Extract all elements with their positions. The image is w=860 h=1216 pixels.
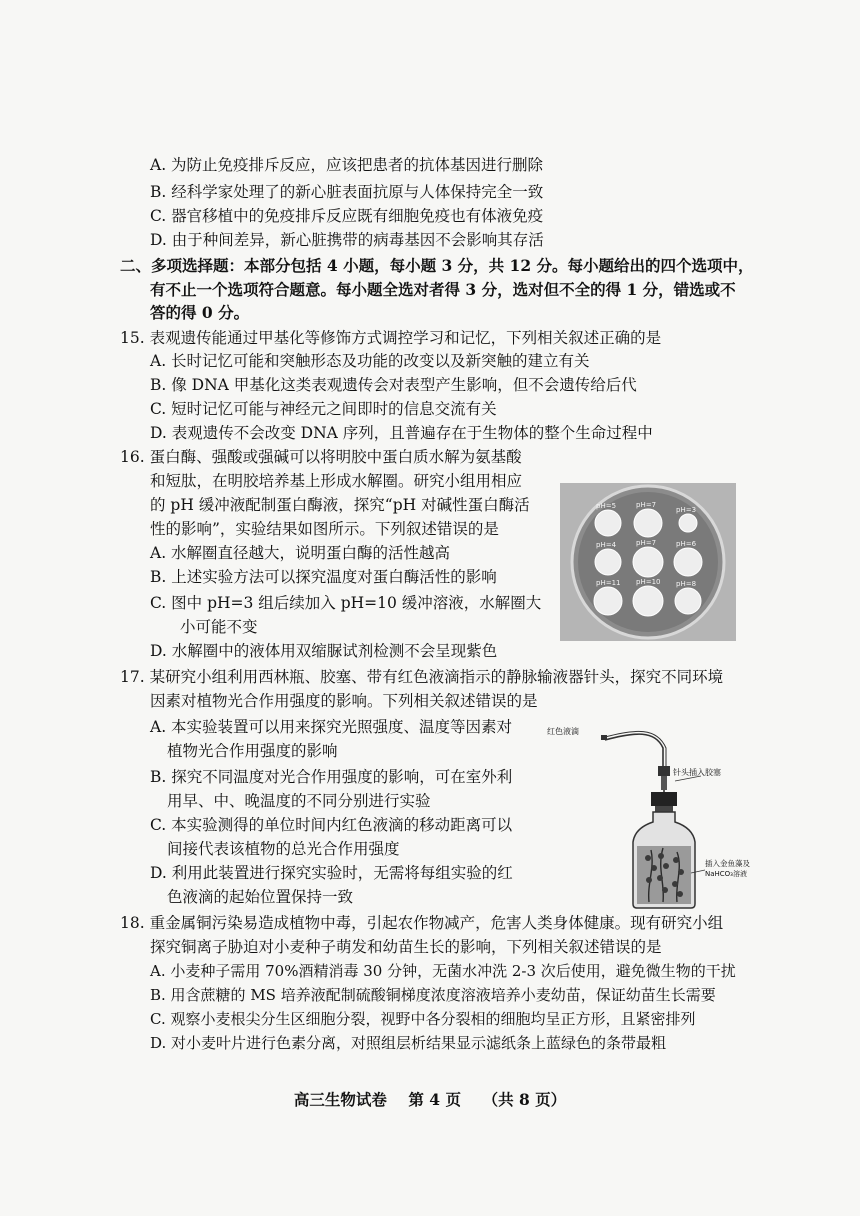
q17-option-c-cont: 间接代表该植物的总光合作用强度 [167,840,400,858]
q17-stem-line1: 17. 某研究小组利用西林瓶、胶塞、带有红色液滴指示的静脉输液器针头，探究不同环境 [120,668,724,686]
q17-stem-line2: 因素对植物光合作用强度的影响。下列相关叙述错误的是 [150,692,538,710]
q18-option-b: B. 用含蔗糖的 MS 培养液配制硫酸铜梯度浓度溶液培养小麦幼苗，保证幼苗生长需要 [150,986,716,1004]
q16-option-c-cont: 小可能不变 [180,618,258,636]
well-ph-label: pH=10 [636,578,661,586]
well-ph-label: pH=7 [636,501,657,509]
hydrolysis-circle [674,548,702,576]
q17-option-d: D. 利用此装置进行探究实验时，无需将每组实验的红 [150,864,513,882]
q14-option-d: D. 由于种间差异，新心脏携带的病毒基因不会影响其存活 [150,231,544,249]
hydrolysis-circle [634,509,662,537]
label-plant-2: NaHCO₃溶液 [705,870,747,878]
q16-option-c: C. 图中 pH=3 组后续加入 pH=10 缓冲溶液，水解圈大 [150,594,542,612]
q17-option-a: A. 本实验装置可以用来探究光照强度、温度等因素对 [150,718,513,736]
q17-option-b-cont: 用早、中、晚温度的不同分别进行实验 [167,792,431,810]
q16-option-d: D. 水解圈中的液体用双缩脲试剂检测不会呈现紫色 [150,642,498,660]
q16-stem-line3: 的 pH 缓冲液配制蛋白酶液，探究“pH 对碱性蛋白酶活 [150,496,530,514]
q16-stem-line4: 性的影响”，实验结果如图所示。下列叙述错误的是 [150,520,499,538]
hydrolysis-circle [595,549,621,575]
q18-stem-line1: 18. 重金属铜污染易造成植物中毒，引起农作物减产，危害人类身体健康。现有研究小组 [120,914,724,932]
well-ph-label: pH=8 [676,580,697,588]
q17-option-a-cont: 植物光合作用强度的影响 [167,742,338,760]
petri-dish-figure [560,483,736,641]
q18-option-a: A. 小麦种子需用 70%酒精消毒 30 分钟，无菌水冲洗 2-3 次后使用，避免微生物的干扰 [150,962,736,980]
q18-option-c: C. 观察小麦根尖分生区细胞分裂，视野中各分裂相的细胞均呈正方形，且紧密排列 [150,1010,696,1028]
well-ph-label: pH=11 [596,579,621,587]
q16-stem-line2: 和短肽，在明胶培养基上形成水解圈。研究小组用相应 [150,472,523,490]
q17-option-d-cont: 色液滴的起始位置保持一致 [167,888,354,906]
hydrolysis-circle [633,547,663,577]
q14-option-a: A. 为防止免疫排斥反应，应该把患者的抗体基因进行删除 [150,156,544,174]
page-footer: 高三生物试卷 第 4 页 （共 8 页） [293,1090,567,1109]
hydrolysis-circle [679,514,697,532]
well-ph-label: pH=4 [596,541,617,549]
q18-option-d: D. 对小麦叶片进行色素分离，对照组层析结果显示滤纸条上蓝绿色的条带最粗 [150,1034,667,1052]
label-plant-1: 插入金鱼藻及 [705,859,750,868]
q16-option-a: A. 水解圈直径越大，说明蛋白酶的活性越高 [150,544,451,562]
section2-line3: 答的得 0 分。 [150,303,250,322]
apparatus-figure [545,718,750,910]
hydrolysis-circle [594,587,622,615]
well-ph-label: pH=7 [636,539,657,547]
q14-option-b: B. 经科学家处理了的新心脏表面抗原与人体保持完全一致 [150,183,544,201]
well-ph-label: pH=6 [676,540,697,548]
q17-option-b: B. 探究不同温度对光合作用强度的影响，可在室外利 [150,768,513,786]
hydrolysis-circle [675,588,701,614]
q14-option-c: C. 器官移植中的免疫排斥反应既有细胞免疫也有体液免疫 [150,207,544,225]
section2-line1: 二、多项选择题：本部分包括 4 小题，每小题 3 分，共 12 分。每小题给出的四个选项中， [120,256,754,275]
q16-option-b: B. 上述实验方法可以探究温度对蛋白酶活性的影响 [150,568,497,586]
hydrolysis-circle [633,586,663,616]
well-ph-label: pH=3 [676,506,697,514]
q15-option-a: A. 长时记忆可能和突触形态及功能的改变以及新突触的建立有关 [150,352,590,370]
well-ph-label: pH=5 [596,502,617,510]
hydrolysis-circle [595,510,621,536]
q16-stem-line1: 16. 蛋白酶、强酸或强碱可以将明胶中蛋白质水解为氨基酸 [120,448,522,466]
q15-option-b: B. 像 DNA 甲基化这类表观遗传会对表型产生影响，但不会遗传给后代 [150,376,637,394]
q15-option-c: C. 短时记忆可能与神经元之间即时的信息交流有关 [150,400,497,418]
section2-line2: 有不止一个选项符合题意。每小题全选对者得 3 分，选对但不全的得 1 分，错选或不 [150,280,736,299]
q17-option-c: C. 本实验测得的单位时间内红色液滴的移动距离可以 [150,816,513,834]
label-needle: 针头插入胶塞 [673,768,721,777]
q15-option-d: D. 表观遗传不会改变 DNA 序列，且普遍存在于生物体的整个生命过程中 [150,424,653,442]
label-red-drop: 红色液滴 [547,727,579,736]
q15-stem: 15. 表观遗传能通过甲基化等修饰方式调控学习和记忆，下列相关叙述正确的是 [120,329,662,347]
q18-stem-line2: 探究铜离子胁迫对小麦种子萌发和幼苗生长的影响，下列相关叙述错误的是 [150,938,662,956]
